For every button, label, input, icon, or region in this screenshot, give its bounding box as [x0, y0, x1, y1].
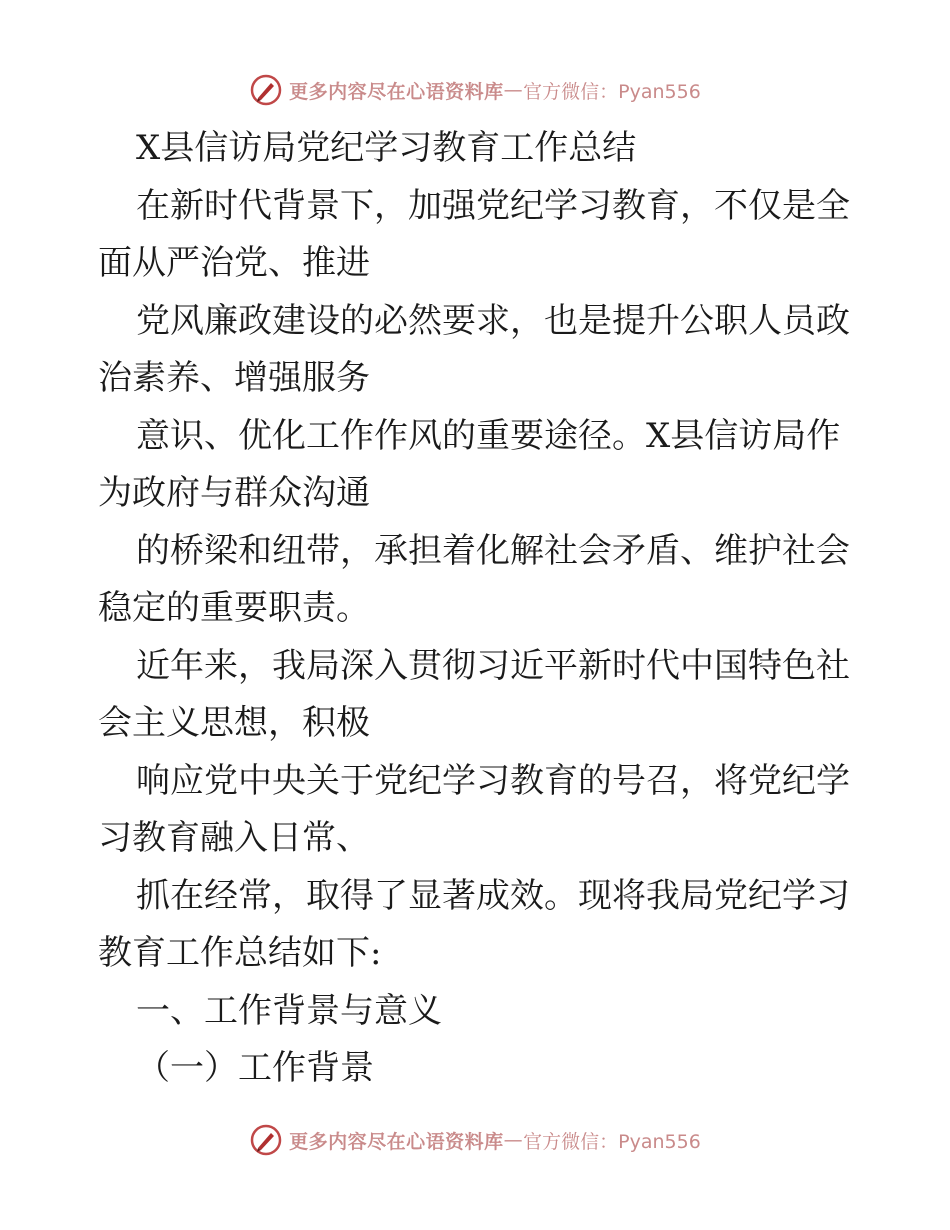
footer-watermark — [0, 1120, 950, 1160]
document-line: 的桥梁和纽带，承担着化解社会矛盾、维护社会 — [136, 530, 850, 571]
watermark-wechat: 官方微信：Pyan556 — [523, 1130, 701, 1153]
watermark-dash: — — [503, 79, 524, 101]
document-line: 面从严治党、推进 — [98, 243, 370, 283]
document-line: 会主义思想，积极 — [98, 703, 370, 743]
document-body — [98, 120, 850, 1098]
document-line: 教育工作总结如下: — [98, 933, 382, 973]
document-line: 意识、优化工作作风的重要途径。X县信访局作 — [136, 415, 841, 456]
document-line: 响应党中央关于党纪学习教育的号召，将党纪学 — [136, 760, 850, 801]
document-line: 一、工作背景与意义 — [136, 990, 442, 1031]
document-line: 党风廉政建设的必然要求，也是提升公职人员政 — [136, 300, 850, 341]
document-line: （一）工作背景 — [136, 1048, 374, 1088]
document-line: 稳定的重要职责。 — [98, 588, 370, 628]
document-line: 习教育融入日常、 — [98, 818, 370, 858]
header-watermark — [0, 70, 950, 110]
red-pen-circle-icon — [249, 1123, 283, 1157]
red-pen-circle-icon — [249, 73, 283, 107]
document-line: 抓在经常，取得了显著成效。现将我局党纪学习 — [136, 875, 850, 916]
document-line: 在新时代背景下，加强党纪学习教育，不仅是全 — [136, 185, 850, 226]
document-line: 近年来，我局深入贯彻习近平新时代中国特色社 — [136, 645, 850, 686]
document-line: 为政府与群众沟通 — [98, 473, 370, 513]
watermark-text: 更多内容尽在心语资料库 — [289, 1130, 504, 1153]
watermark-wechat: 官方微信：Pyan556 — [523, 80, 701, 103]
document-line: 治素养、增强服务 — [98, 358, 370, 398]
watermark-dash: — — [503, 1129, 524, 1151]
watermark-text: 更多内容尽在心语资料库 — [289, 80, 504, 103]
document-line: X县信访局党纪学习教育工作总结 — [136, 128, 637, 168]
